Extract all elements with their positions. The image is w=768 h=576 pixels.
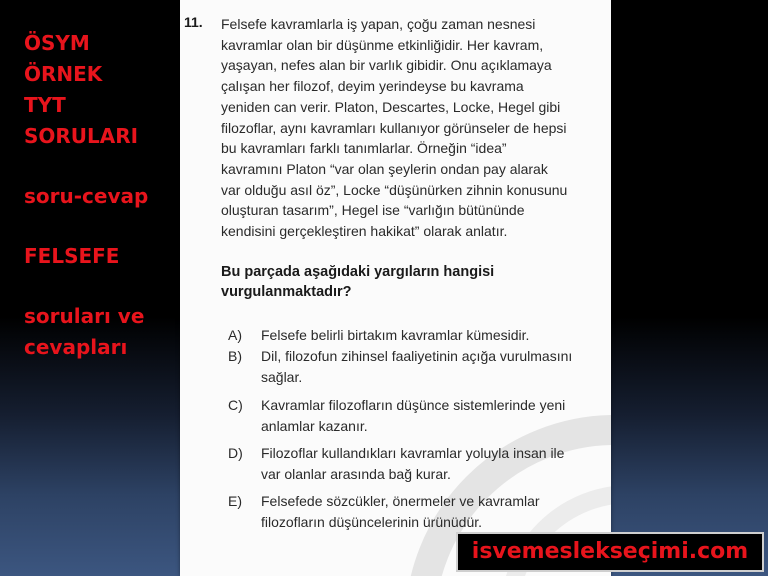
option-text: Felsefede sözcükler, önermeler ve kavramlar: [261, 493, 540, 509]
option-c[interactable]: [228, 395, 598, 437]
option-b[interactable]: [228, 346, 598, 388]
passage-line: filozoflar, aynı kavramları kullanıyor görünseler de hepsi: [221, 119, 567, 136]
sidebar-subtitle: soru-cevap: [24, 184, 149, 208]
slide-sidebar: [24, 28, 174, 363]
site-watermark-banner: isvemeslekseçimi.com: [456, 532, 764, 572]
option-text: Dil, filozofun zihinsel faaliyetinin açığa vurulmasını: [261, 348, 573, 364]
option-text: Kavramlar filozofların düşünce sistemlerinde yeni: [261, 397, 566, 413]
option-a[interactable]: [228, 325, 598, 346]
option-text: Felsefe belirli birtakım kavramlar kümesidir.: [261, 327, 530, 343]
option-letter: B): [228, 348, 242, 364]
sidebar-footer-line: soruları ve: [24, 304, 145, 328]
sidebar-title-line: TYT: [24, 93, 66, 117]
passage-line: kavramını Platon “var olan şeylerin ondan pay alarak: [221, 160, 548, 177]
option-text: filozofların düşüncelerinin ürünüdür.: [261, 514, 483, 530]
question-number: 11.: [184, 14, 203, 30]
option-letter: E): [228, 493, 242, 509]
passage-line: çalışan her filozof, deyim yerindeyse bu kavrama: [221, 78, 524, 95]
option-e[interactable]: [228, 491, 598, 533]
sidebar-footer-line: cevapları: [24, 335, 128, 359]
prompt-line: vurgulanmaktadır?: [221, 284, 352, 300]
option-letter: D): [228, 445, 243, 461]
sidebar-title-line: ÖRNEK: [24, 62, 103, 86]
sidebar-subject: FELSEFE: [24, 244, 120, 268]
passage-line: var olduğu asıl öz”, Locke “düşünürken zihnin konusunu: [221, 181, 568, 198]
option-text: anlamlar kazanır.: [261, 418, 368, 434]
passage-line: kavramlar olan bir düşünme etkinliğidir. Her kavram,: [221, 36, 544, 53]
option-letter: C): [228, 397, 243, 413]
passage-line: oluşturan tasarım”, Hegel ise “varlığın bütününde: [221, 202, 525, 219]
option-text: var olanlar arasında bağ kurar.: [261, 466, 451, 482]
passage-line: bu kavramları farklı tanımlarlar. Örneğin “idea”: [221, 140, 507, 157]
option-text: Filozoflar kullandıkları kavramlar yoluyla insan ile: [261, 445, 565, 461]
option-text: sağlar.: [261, 369, 303, 385]
sidebar-title-line: ÖSYM: [24, 31, 90, 55]
passage-line: yaşayan, nefes alan bir varlık gibidir. Onu açıklamaya: [221, 57, 552, 74]
option-d[interactable]: [228, 443, 598, 485]
passage-line: kendisini gerçekleştiren hakikat” olarak anlatır.: [221, 223, 508, 240]
passage-line: Felsefe kavramlarla iş yapan, çoğu zaman nesnesi: [221, 16, 536, 32]
option-letter: A): [228, 327, 242, 343]
passage-line: yeniden can verir. Platon, Descartes, Locke, Hegel gibi: [221, 98, 561, 115]
prompt-line: Bu parçada aşağıdaki yargıların hangisi: [221, 264, 495, 280]
question-prompt: [221, 262, 596, 302]
question-passage: [221, 14, 596, 242]
sidebar-title-line: SORULARI: [24, 124, 139, 148]
